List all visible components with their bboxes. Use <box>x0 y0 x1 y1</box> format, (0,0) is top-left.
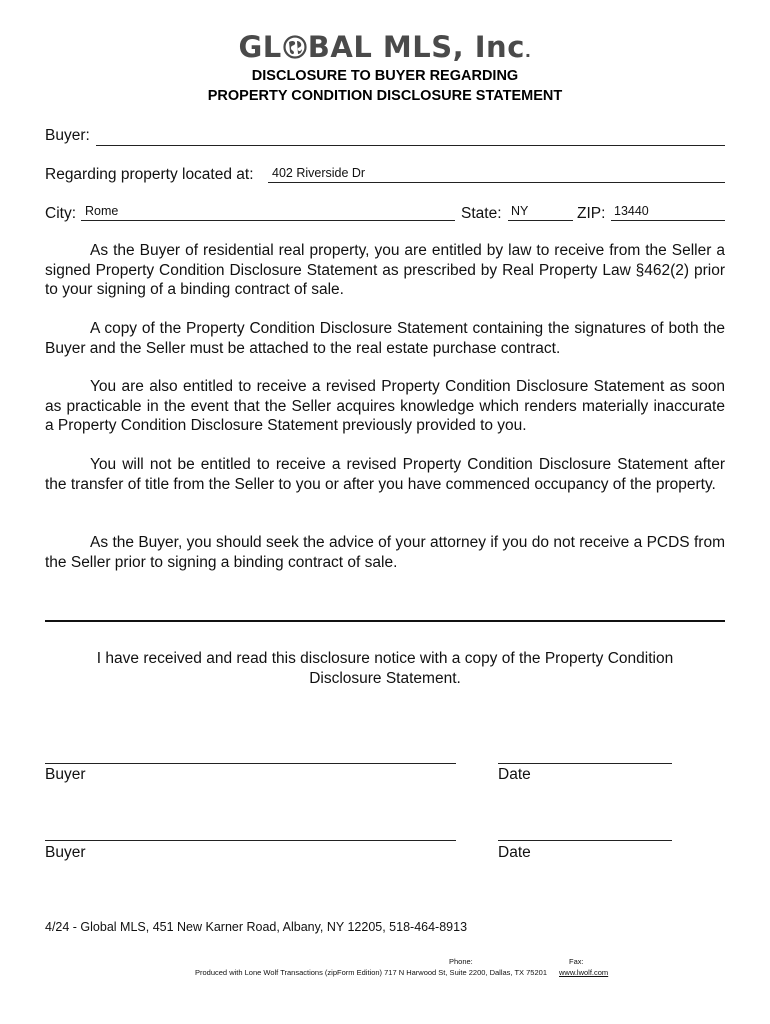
date-line-2[interactable] <box>498 840 672 841</box>
globe-icon <box>283 35 307 59</box>
logo-text-part3: , Inc <box>452 30 525 64</box>
footer-address: 4/24 - Global MLS, 451 New Karner Road, Albany, NY 12205, 518-464-8913 <box>45 920 468 934</box>
state-value: NY <box>511 204 529 218</box>
paragraph-attorney-advice <box>45 533 725 572</box>
city-field[interactable] <box>81 202 455 221</box>
zip-field-label: ZIP: <box>577 205 606 222</box>
document-title-line1: DISCLOSURE TO BUYER REGARDING <box>251 68 519 84</box>
date-line-1[interactable] <box>498 763 672 764</box>
footer-website-text: www.lwolf.com <box>559 968 609 977</box>
property-field-label: Regarding property located at: <box>45 166 254 183</box>
city-value: Rome <box>85 204 119 218</box>
city-field-label: City: <box>45 205 76 222</box>
paragraph-revised-statement-text: You are also entitled to receive a revised Property Condition Disclosure Statement as soon as practicable in the event that the Seller acquires knowledge which renders materially inaccurate a Property Condition Disclosure Statement previously provided to you. <box>45 378 725 434</box>
paragraph-not-entitled-text: You will not be entitled to receive a revised Property Condition Disclosure Statement after the transfer of title from the Seller to you or after you have commenced occupancy of the property. <box>45 456 725 493</box>
zip-field[interactable] <box>611 202 725 221</box>
paragraph-entitlement-text: As the Buyer of residential real property, you are entitled by law to receive from the Seller a signed Property Condition Disclosure Statement as prescribed by Real Property Law §462(2) prior to your signing of a binding contract of sale. <box>45 242 725 298</box>
footer-fax-label: Fax: <box>569 957 584 966</box>
buyer-field[interactable] <box>96 127 725 146</box>
buyer-field-label: Buyer: <box>45 127 90 144</box>
date-label-1: Date <box>498 766 531 783</box>
section-divider <box>45 620 725 622</box>
buyer-signature-line-2[interactable] <box>45 840 456 841</box>
footer-website-link[interactable] <box>559 968 608 977</box>
footer-phone-label: Phone: <box>449 957 473 966</box>
footer-produced-with: Produced with Lone Wolf Transactions (zipForm Edition) 717 N Harwood St, Suite 2200, Dallas, TX 75201 <box>195 968 547 977</box>
paragraph-not-entitled <box>45 455 725 494</box>
global-mls-logo <box>0 30 770 64</box>
buyer-signature-label-1: Buyer <box>45 766 86 783</box>
buyer-signature-line-1[interactable] <box>45 763 456 764</box>
buyer-signature-label-2: Buyer <box>45 844 86 861</box>
acknowledgement-text: I have received and read this disclosure notice with a copy of the Property Condition Disclosure Statement. <box>96 650 674 687</box>
paragraph-revised-statement <box>45 377 725 436</box>
date-label-2: Date <box>498 844 531 861</box>
logo-text-part2: BAL MLS <box>307 30 453 64</box>
property-address-field[interactable] <box>268 164 725 183</box>
state-field[interactable] <box>508 202 573 221</box>
paragraph-copy-signatures <box>45 319 725 358</box>
paragraph-attorney-advice-text: As the Buyer, you should seek the advice of your attorney if you do not receive a PCDS from the Seller prior to signing a binding contract of sale. <box>45 534 725 571</box>
paragraph-entitlement <box>45 241 725 300</box>
property-address-value: 402 Riverside Dr <box>272 166 366 180</box>
logo-text-part1: GL <box>238 30 282 64</box>
paragraph-copy-signatures-text: A copy of the Property Condition Disclosure Statement containing the signatures of both the Buyer and the Seller must be attached to the real estate purchase contract. <box>45 320 725 357</box>
zip-value: 13440 <box>614 204 649 218</box>
document-title-line2: PROPERTY CONDITION DISCLOSURE STATEMENT <box>207 88 563 104</box>
logo-dot: . <box>524 42 532 61</box>
state-field-label: State: <box>461 205 502 222</box>
